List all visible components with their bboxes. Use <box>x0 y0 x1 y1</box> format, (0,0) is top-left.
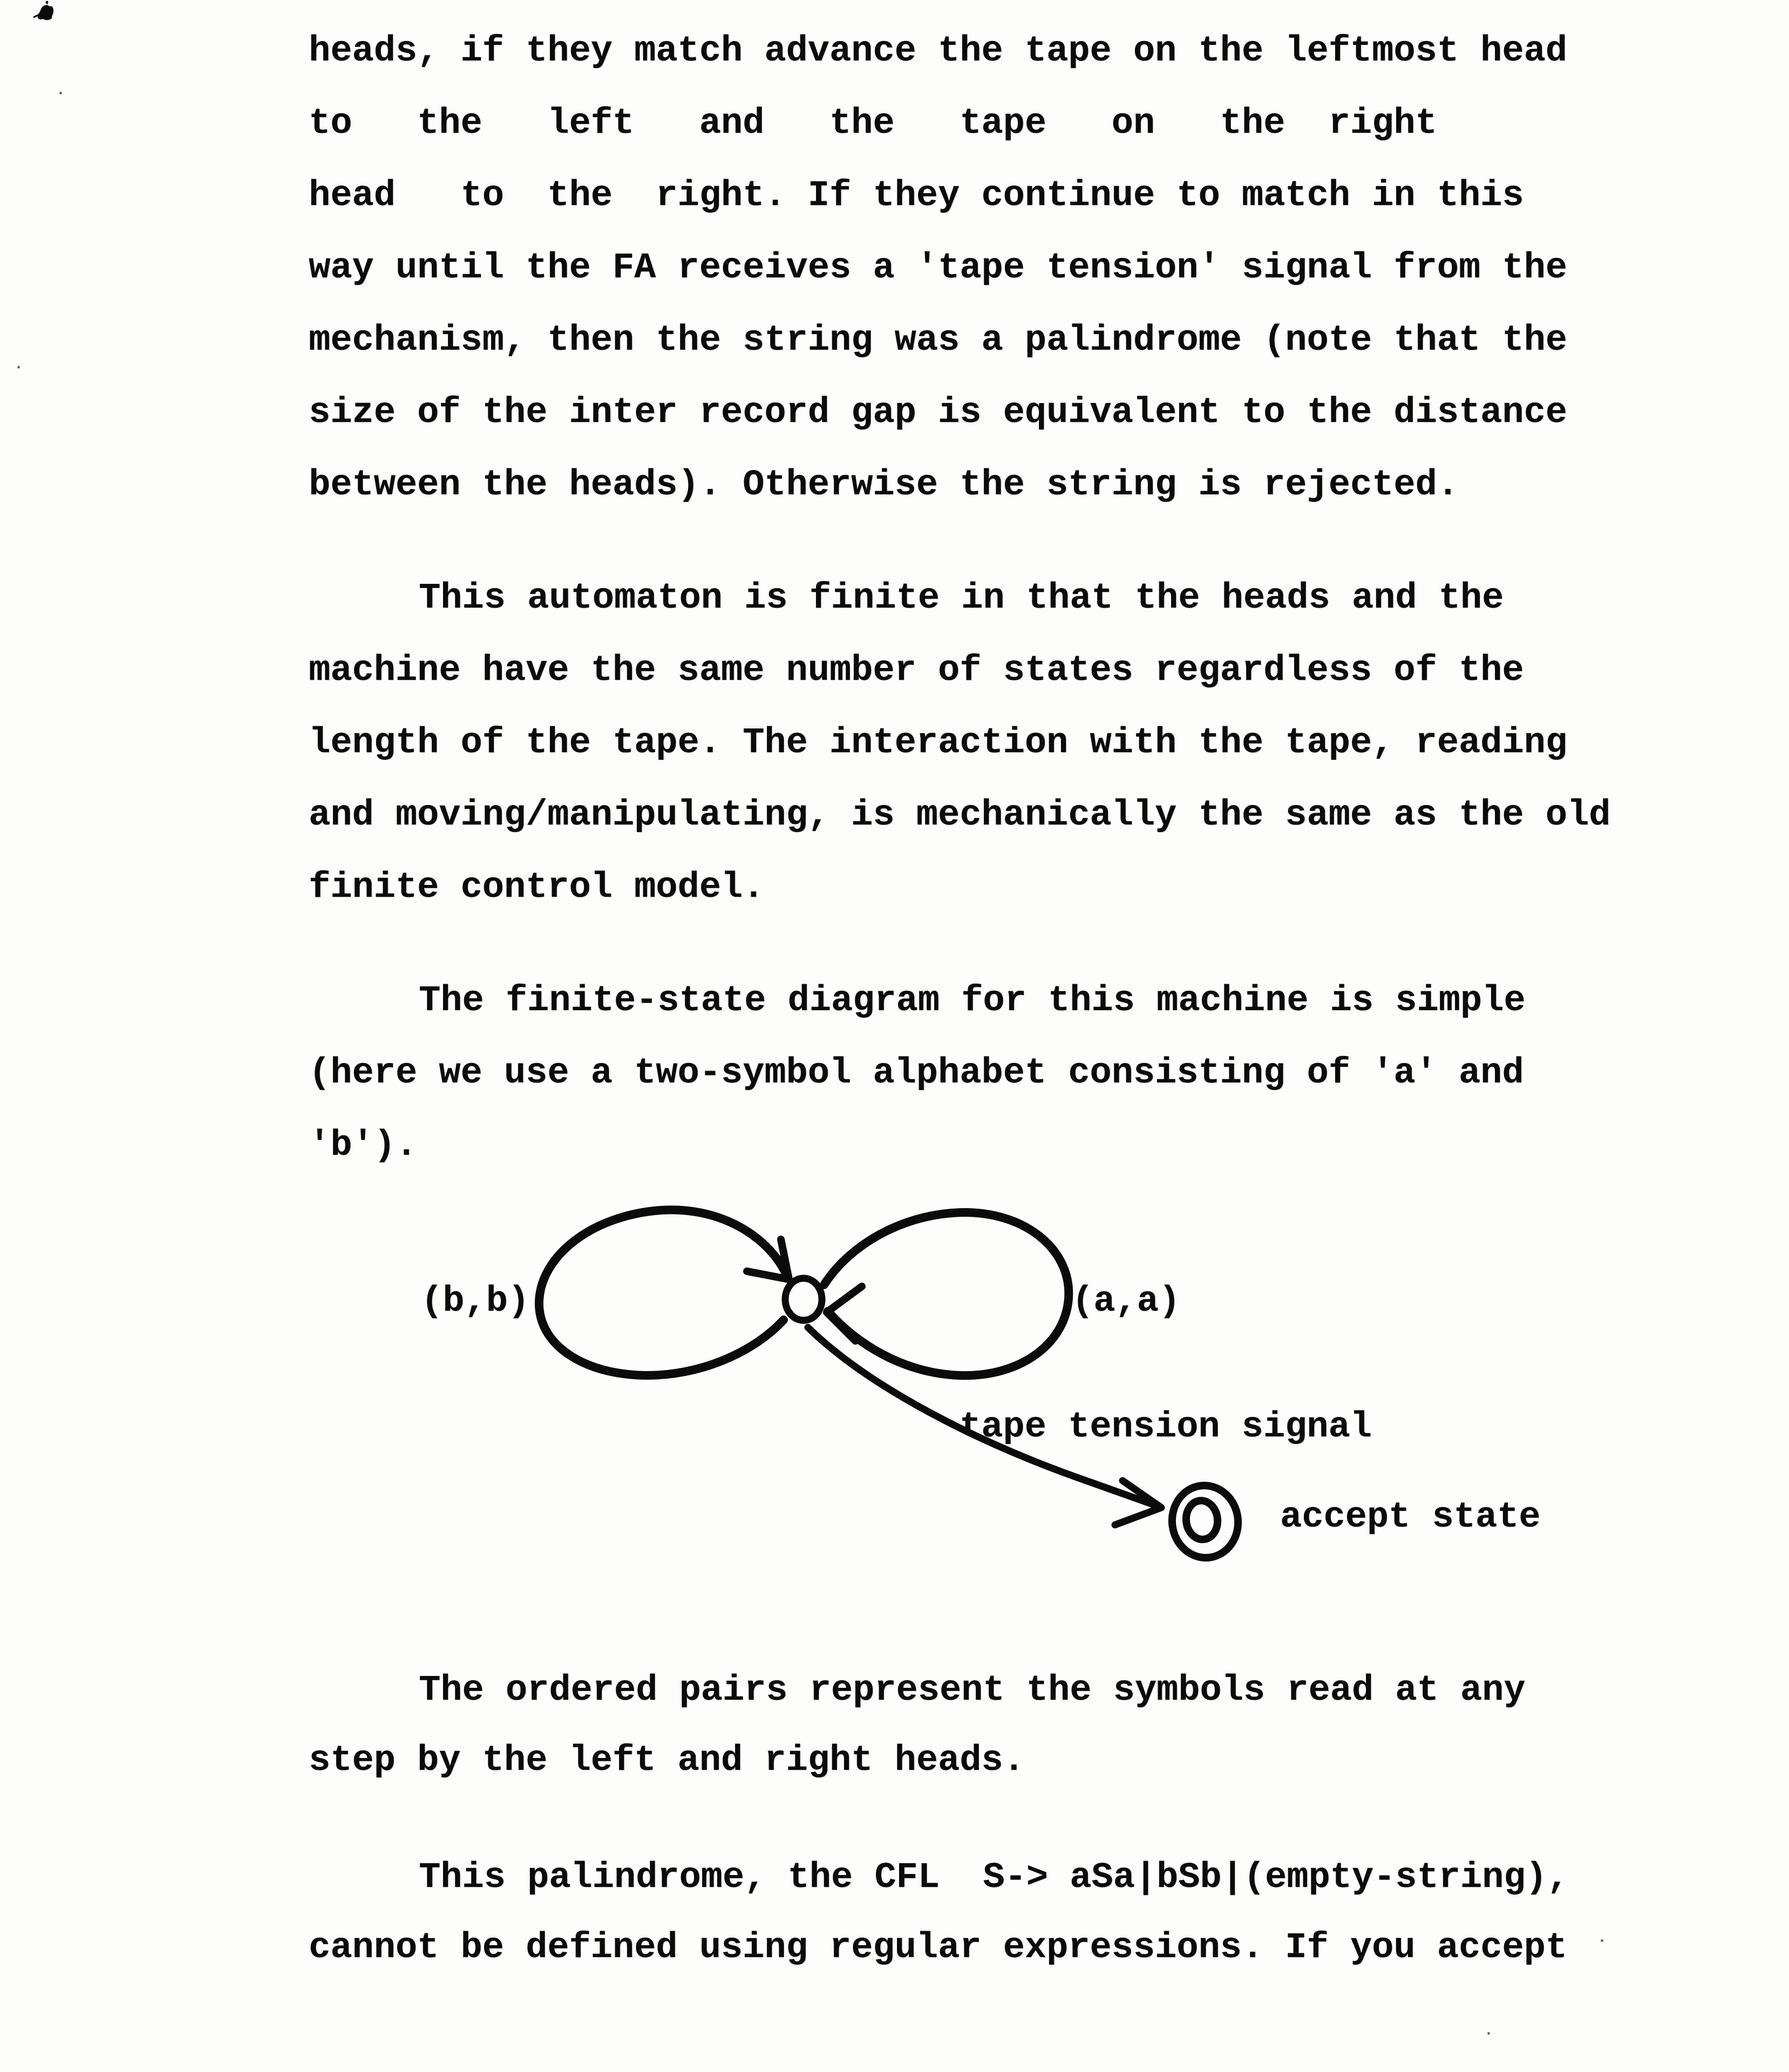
text-line: The finite-state diagram for this machine is simple <box>419 980 1526 1021</box>
left-loop-edge <box>539 1210 787 1375</box>
text-line: between the heads). Otherwise the string is rejected. <box>309 465 1459 506</box>
text-line: (here we use a two-symbol alphabet consisting of 'a' and <box>309 1053 1524 1094</box>
text-line: 'b'). <box>309 1125 418 1166</box>
accept-state-inner-circle <box>1184 1499 1219 1541</box>
text-line: length of the tape. The interaction with the tape, reading <box>309 723 1567 764</box>
transition-label: tape tension signal <box>960 1407 1372 1448</box>
text-line: size of the inter record gap is equivalent to the distance <box>309 392 1567 433</box>
scan-noise-dot <box>17 366 20 369</box>
right-loop-edge <box>824 1212 1069 1375</box>
right-loop-label: (a,a) <box>1072 1281 1181 1322</box>
left-loop-label: (b,b) <box>421 1281 530 1322</box>
text-line: to the left and the tape on the right <box>309 103 1437 144</box>
scan-noise-dot <box>59 92 62 94</box>
text-line: This automaton is finite in that the heads and the <box>419 578 1504 619</box>
text-line: The ordered pairs represent the symbols read at any <box>419 1670 1526 1711</box>
text-line: mechanism, then the string was a palindrome (note that the <box>309 320 1567 361</box>
scan-noise-dot <box>1601 1939 1603 1942</box>
text-line: and moving/manipulating, is mechanically the same as the old <box>309 795 1611 836</box>
text-line: machine have the same number of states regardless of the <box>309 650 1524 691</box>
text-line: This palindrome, the CFL S-> aSa|bSb|(empty-string), <box>419 1857 1569 1898</box>
accept-state-label: accept state <box>1280 1497 1541 1538</box>
ink-smudge <box>0 0 86 32</box>
start-state-node <box>785 1278 822 1320</box>
text-line: head to the right. If they continue to match in this <box>309 175 1524 216</box>
text-line: finite control model. <box>309 867 765 908</box>
text-line: step by the left and right heads. <box>309 1740 1025 1781</box>
text-line: cannot be defined using regular expressions. If you accept <box>309 1927 1567 1968</box>
text-line: way until the FA receives a 'tape tension' signal from the <box>309 248 1567 289</box>
text-line: heads, if they match advance the tape on the leftmost head <box>309 31 1567 72</box>
accept-state-outer-circle <box>1168 1482 1242 1562</box>
finite-state-diagram <box>0 1187 1789 1646</box>
scan-noise-dot <box>1487 2032 1490 2035</box>
